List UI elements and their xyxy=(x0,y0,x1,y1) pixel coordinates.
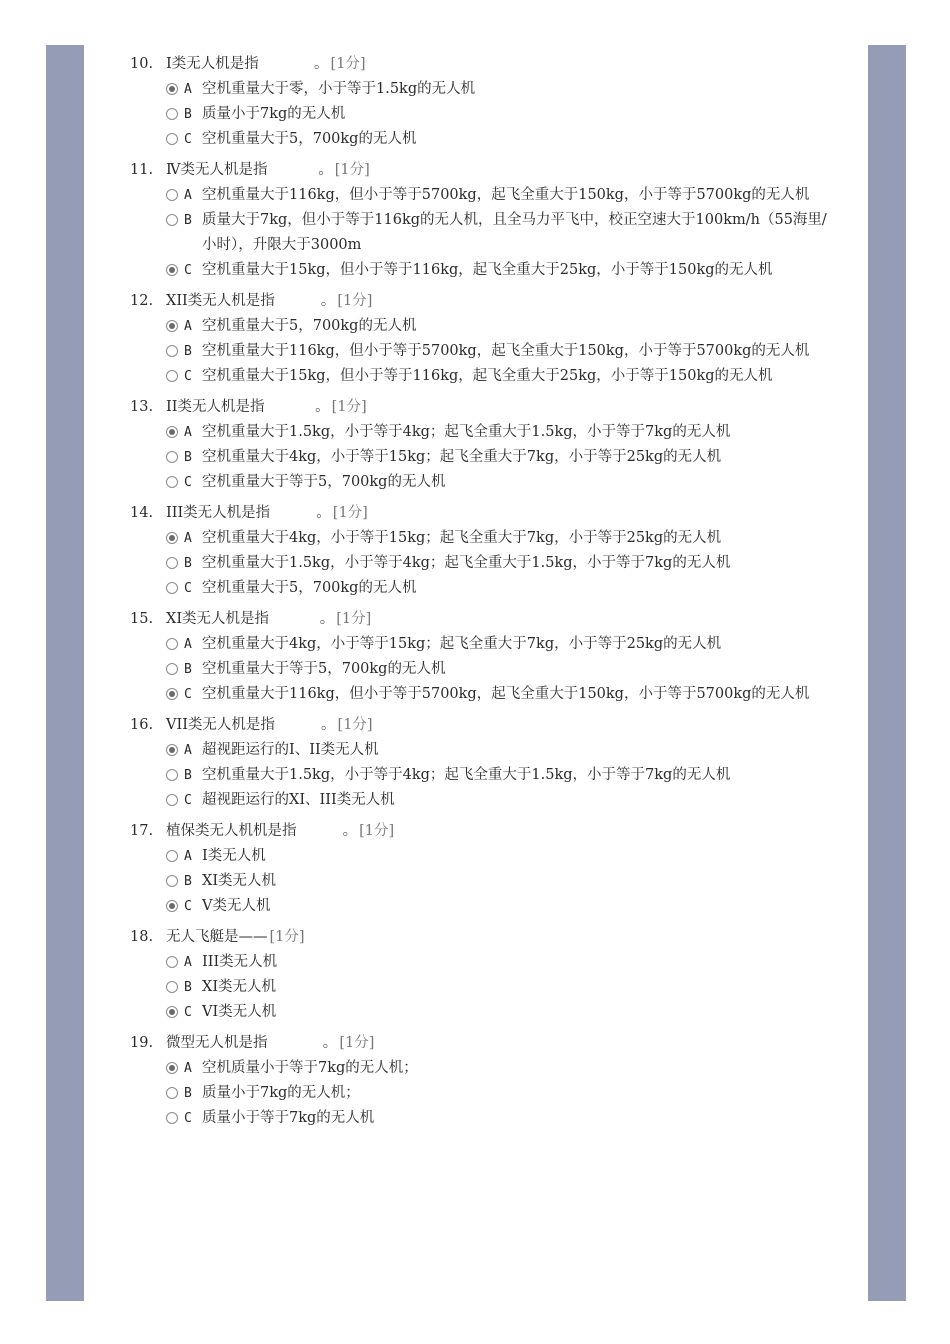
question-number: 13. xyxy=(130,399,154,415)
question-header xyxy=(130,501,830,526)
answer-option[interactable] xyxy=(130,894,830,919)
radio-checked-icon[interactable] xyxy=(166,1062,178,1074)
answer-option[interactable] xyxy=(130,1106,830,1131)
question-item xyxy=(130,819,830,919)
radio-unchecked-icon[interactable] xyxy=(166,794,178,806)
question-score: [1分] xyxy=(330,56,366,72)
option-letter: B xyxy=(184,107,192,122)
question-blank: 。 xyxy=(267,1035,338,1051)
option-text: 超视距运行的XI、III类无人机 xyxy=(202,792,395,808)
answer-option[interactable] xyxy=(130,77,830,102)
question-number: 17. xyxy=(130,823,154,839)
answer-option[interactable] xyxy=(130,869,830,894)
option-letter: B xyxy=(184,768,192,783)
answer-option[interactable] xyxy=(130,339,830,364)
radio-checked-icon[interactable] xyxy=(166,532,178,544)
option-text: VI类无人机 xyxy=(202,1004,277,1020)
option-letter: B xyxy=(184,344,192,359)
question-text: Ⅳ类无人机是指 xyxy=(166,162,268,178)
option-letter: C xyxy=(184,899,192,914)
radio-checked-icon[interactable] xyxy=(166,688,178,700)
option-text: XI类无人机 xyxy=(202,979,277,995)
question-blank: 。 xyxy=(296,823,358,839)
option-text: 空机重量大于零，小于等于1.5kg的无人机 xyxy=(202,81,476,97)
option-text: V类无人机 xyxy=(202,898,271,914)
option-text: 空机重量大于5，700kg的无人机 xyxy=(202,318,417,334)
option-letter: B xyxy=(184,450,192,465)
option-text: 空机重量大于5，700kg的无人机 xyxy=(202,580,417,596)
radio-checked-icon[interactable] xyxy=(166,744,178,756)
answer-option[interactable] xyxy=(130,763,830,788)
option-letter: C xyxy=(184,1111,192,1126)
option-letter: C xyxy=(184,793,192,808)
question-item xyxy=(130,1031,830,1131)
option-letter: A xyxy=(184,188,192,203)
question-blank: 。 xyxy=(269,611,335,627)
question-score: [1分] xyxy=(332,505,368,521)
answer-option[interactable] xyxy=(130,208,830,258)
radio-unchecked-icon[interactable] xyxy=(166,981,178,993)
answer-option[interactable] xyxy=(130,470,830,495)
answer-option[interactable] xyxy=(130,1056,830,1081)
question-item xyxy=(130,289,830,389)
option-letter: C xyxy=(184,687,192,702)
question-header xyxy=(130,925,830,950)
question-item xyxy=(130,501,830,601)
right-margin-bar xyxy=(868,45,906,1301)
question-blank: 。 xyxy=(270,505,331,521)
question-blank: 。 xyxy=(274,293,336,309)
left-margin-bar xyxy=(46,45,84,1301)
option-letter: A xyxy=(184,849,192,864)
option-text: I类无人机 xyxy=(202,848,266,864)
answer-option[interactable] xyxy=(130,788,830,813)
option-text: 空机重量大于等于5，700kg的无人机 xyxy=(202,661,446,677)
question-score: [1分] xyxy=(269,929,305,945)
option-text: 空机重量大于116kg，但小于等于5700kg，起飞全重大于150kg，小于等于5700kg的无人机 xyxy=(202,187,810,203)
question-number: 19. xyxy=(130,1035,154,1051)
answer-option[interactable] xyxy=(130,445,830,470)
option-text: 空机重量大于1.5kg，小于等于4kg；起飞全重大于1.5kg，小于等于7kg的无人机 xyxy=(202,767,731,783)
question-blank: 。 xyxy=(267,162,333,178)
radio-unchecked-icon[interactable] xyxy=(166,850,178,862)
radio-unchecked-icon[interactable] xyxy=(166,875,178,887)
question-header xyxy=(130,1031,830,1056)
question-text: XI类无人机是指 xyxy=(166,611,270,627)
option-letter: B xyxy=(184,980,192,995)
answer-option[interactable] xyxy=(130,844,830,869)
question-score: [1分] xyxy=(334,162,370,178)
question-text: 微型无人机是指 xyxy=(166,1035,268,1051)
radio-unchecked-icon[interactable] xyxy=(166,214,178,226)
question-header xyxy=(130,819,830,844)
option-letter: C xyxy=(184,1005,192,1020)
answer-option[interactable] xyxy=(130,682,830,707)
option-letter: A xyxy=(184,743,192,758)
answer-option[interactable] xyxy=(130,1081,830,1106)
question-number: 15. xyxy=(130,611,154,627)
option-letter: C xyxy=(184,132,192,147)
question-score: [1分] xyxy=(337,717,373,733)
option-letter: C xyxy=(184,581,192,596)
question-item xyxy=(130,52,830,152)
option-text: 质量小于等于7kg的无人机 xyxy=(202,1110,375,1126)
option-letter: B xyxy=(184,556,192,571)
radio-checked-icon[interactable] xyxy=(166,264,178,276)
question-header xyxy=(130,289,830,314)
radio-unchecked-icon[interactable] xyxy=(166,451,178,463)
answer-option[interactable] xyxy=(130,551,830,576)
radio-unchecked-icon[interactable] xyxy=(166,956,178,968)
question-blank: 。 xyxy=(264,399,330,415)
radio-unchecked-icon[interactable] xyxy=(166,769,178,781)
option-text: 空机重量大于1.5kg，小于等于4kg；起飞全重大于1.5kg，小于等于7kg的无人机 xyxy=(202,424,731,440)
question-number: 16. xyxy=(130,717,154,733)
radio-unchecked-icon[interactable] xyxy=(166,345,178,357)
answer-option[interactable] xyxy=(130,975,830,1000)
radio-unchecked-icon[interactable] xyxy=(166,557,178,569)
question-text: XII类无人机是指 xyxy=(166,293,275,309)
option-letter: A xyxy=(184,955,192,970)
answer-option[interactable] xyxy=(130,657,830,682)
question-text: II类无人机是指 xyxy=(166,399,265,415)
question-item xyxy=(130,713,830,813)
question-score: [1分] xyxy=(331,399,367,415)
option-letter: B xyxy=(184,1086,192,1101)
option-text: XI类无人机 xyxy=(202,873,277,889)
radio-checked-icon[interactable] xyxy=(166,320,178,332)
answer-option[interactable] xyxy=(130,420,830,445)
option-text: 空机重量大于4kg，小于等于15kg；起飞全重大于7kg，小于等于25kg的无人机 xyxy=(202,449,722,465)
option-letter: C xyxy=(184,369,192,384)
question-score: [1分] xyxy=(339,1035,375,1051)
question-score: [1分] xyxy=(359,823,395,839)
answer-option[interactable] xyxy=(130,738,830,763)
answer-option[interactable] xyxy=(130,102,830,127)
answer-option[interactable] xyxy=(130,127,830,152)
option-text: 质量小于7kg的无人机； xyxy=(202,1085,360,1101)
option-text: 质量大于7kg，但小于等于116kg的无人机，且全马力平飞中，校正空速大于100km/h（55海里/小时），升限大于3000m xyxy=(202,212,827,253)
radio-checked-icon[interactable] xyxy=(166,1006,178,1018)
option-letter: A xyxy=(184,425,192,440)
question-item xyxy=(130,395,830,495)
question-list xyxy=(130,52,830,1137)
question-item xyxy=(130,925,830,1025)
option-text: 空机重量大于4kg，小于等于15kg；起飞全重大于7kg，小于等于25kg的无人机 xyxy=(202,530,722,546)
radio-unchecked-icon[interactable] xyxy=(166,663,178,675)
question-number: 12. xyxy=(130,293,154,309)
question-score: [1分] xyxy=(336,611,372,627)
question-number: 18. xyxy=(130,929,154,945)
answer-option[interactable] xyxy=(130,950,830,975)
question-number: 14. xyxy=(130,505,154,521)
option-letter: C xyxy=(184,475,192,490)
question-number: 10. xyxy=(130,56,154,72)
question-text: 无人飞艇是—— xyxy=(166,929,268,945)
answer-option[interactable] xyxy=(130,1000,830,1025)
radio-unchecked-icon[interactable] xyxy=(166,189,178,201)
question-score: [1分] xyxy=(337,293,373,309)
answer-option[interactable] xyxy=(130,632,830,657)
answer-option[interactable] xyxy=(130,526,830,551)
option-letter: A xyxy=(184,319,192,334)
radio-unchecked-icon[interactable] xyxy=(166,370,178,382)
question-number: 11. xyxy=(130,162,154,178)
answer-option[interactable] xyxy=(130,364,830,389)
option-letter: A xyxy=(184,1061,192,1076)
answer-option[interactable] xyxy=(130,576,830,601)
answer-option[interactable] xyxy=(130,183,830,208)
option-letter: A xyxy=(184,82,192,97)
question-blank: 。 xyxy=(274,717,336,733)
option-text: 空机重量大于116kg，但小于等于5700kg，起飞全重大于150kg，小于等于5700kg的无人机 xyxy=(202,343,810,359)
radio-checked-icon[interactable] xyxy=(166,426,178,438)
question-item xyxy=(130,158,830,283)
radio-unchecked-icon[interactable] xyxy=(166,476,178,488)
option-text: 质量小于7kg的无人机 xyxy=(202,106,346,122)
question-header xyxy=(130,395,830,420)
radio-unchecked-icon[interactable] xyxy=(166,133,178,145)
question-header xyxy=(130,713,830,738)
question-text: III类无人机是指 xyxy=(166,505,271,521)
question-header xyxy=(130,52,830,77)
question-item xyxy=(130,607,830,707)
question-text: I类无人机是指 xyxy=(166,56,259,72)
option-letter: A xyxy=(184,531,192,546)
radio-unchecked-icon[interactable] xyxy=(166,638,178,650)
option-text: 空机重量大于4kg，小于等于15kg；起飞全重大于7kg，小于等于25kg的无人机 xyxy=(202,636,722,652)
option-text: 空机质量小于等于7kg的无人机； xyxy=(202,1060,418,1076)
question-header xyxy=(130,607,830,632)
option-letter: A xyxy=(184,637,192,652)
option-text: 超视距运行的I、II类无人机 xyxy=(202,742,379,758)
option-text: 空机重量大于5，700kg的无人机 xyxy=(202,131,417,147)
option-text: 空机重量大于1.5kg，小于等于4kg；起飞全重大于1.5kg，小于等于7kg的无人机 xyxy=(202,555,731,571)
question-text: VII类无人机是指 xyxy=(166,717,275,733)
radio-unchecked-icon[interactable] xyxy=(166,1112,178,1124)
option-letter: C xyxy=(184,263,192,278)
option-letter: B xyxy=(184,874,192,889)
radio-unchecked-icon[interactable] xyxy=(166,108,178,120)
question-text: 植保类无人机机是指 xyxy=(166,823,297,839)
option-text: 空机重量大于等于5，700kg的无人机 xyxy=(202,474,446,490)
option-text: 空机重量大于15kg，但小于等于116kg，起飞全重大于25kg，小于等于150kg的无人机 xyxy=(202,368,773,384)
option-letter: B xyxy=(184,662,192,677)
question-header xyxy=(130,158,830,183)
answer-option[interactable] xyxy=(130,314,830,339)
option-text: 空机重量大于116kg，但小于等于5700kg，起飞全重大于150kg，小于等于5700kg的无人机 xyxy=(202,686,810,702)
option-text: 空机重量大于15kg，但小于等于116kg，起飞全重大于25kg，小于等于150kg的无人机 xyxy=(202,262,773,278)
radio-unchecked-icon[interactable] xyxy=(166,1087,178,1099)
answer-option[interactable] xyxy=(130,258,830,283)
option-letter: B xyxy=(184,213,192,228)
radio-unchecked-icon[interactable] xyxy=(166,582,178,594)
radio-checked-icon[interactable] xyxy=(166,83,178,95)
option-text: III类无人机 xyxy=(202,954,278,970)
question-blank: 。 xyxy=(258,56,329,72)
radio-checked-icon[interactable] xyxy=(166,900,178,912)
